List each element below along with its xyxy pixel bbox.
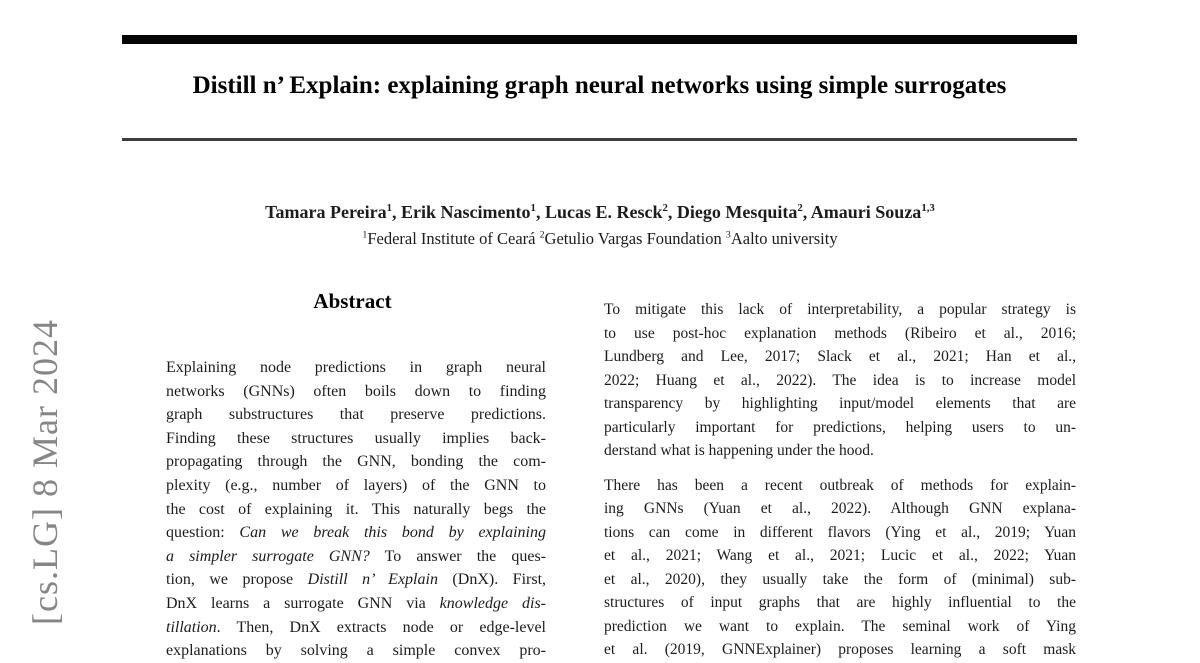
affiliation-name: Getulio Vargas Foundation bbox=[544, 229, 722, 248]
text-segment: et al. (2019, GNNExplainer) proposes learning a soft mask bbox=[604, 641, 1076, 658]
text-line bbox=[166, 450, 546, 474]
abstract-body bbox=[166, 356, 546, 663]
text-line bbox=[166, 498, 546, 522]
text-line bbox=[166, 380, 546, 404]
text-line bbox=[604, 568, 1076, 592]
text-segment: (DnX). First, bbox=[437, 571, 547, 589]
text-segment: et al., 2020), they usually take the form of (minimal) sub- bbox=[604, 570, 1076, 588]
top-thick-rule bbox=[122, 35, 1077, 44]
abstract-heading: Abstract bbox=[313, 289, 392, 313]
text-segment: particularly important for predictions, helping users to un- bbox=[604, 418, 1076, 436]
affiliation-name: Aalto university bbox=[730, 229, 838, 248]
text-segment: derstand what is happening under the hood. bbox=[604, 442, 874, 459]
text-line bbox=[604, 369, 1076, 393]
text-line bbox=[166, 639, 546, 663]
author-superscript: 1 bbox=[386, 202, 393, 214]
paragraph bbox=[604, 298, 1076, 463]
affiliation-superscript: 1 bbox=[362, 229, 368, 241]
text-segment: structures of input graphs that are highly influential to the bbox=[604, 594, 1076, 611]
text-line bbox=[166, 521, 546, 545]
text-segment: To mitigate this lack of interpretability, a popular strategy is bbox=[604, 301, 1076, 318]
text-segment: ing GNNs (Yuan et al., 2022). Although GNN explana- bbox=[604, 500, 1076, 517]
text-segment: the cost of explaining it. This naturally begs the bbox=[166, 500, 546, 518]
author-superscript: 2 bbox=[662, 202, 668, 214]
text-segment: To answer the ques- bbox=[369, 547, 546, 565]
text-segment: a simpler surrogate GNN? bbox=[166, 547, 370, 565]
text-segment: explanations by solving a simple convex pro- bbox=[166, 642, 546, 660]
text-segment: propagating through the GNN, bonding the com- bbox=[166, 453, 546, 471]
authors-line: Tamara Pereira$^1$, Erik Nascimento$^1$, Lucas E. Resck$^2$, Diego Mesquita$^2$, Amauri Souza$^{1,3}$ bbox=[265, 202, 935, 222]
text-line bbox=[166, 474, 546, 498]
right-column bbox=[604, 298, 1076, 662]
text-line bbox=[166, 427, 546, 451]
affiliation-superscript: 3 bbox=[725, 229, 731, 241]
text-line bbox=[604, 345, 1076, 369]
text-segment: Lundberg and Lee, 2017; Slack et al., 2021; Han et al., bbox=[604, 348, 1076, 365]
affiliation-name: Federal Institute of Ceará bbox=[367, 229, 536, 248]
text-line bbox=[166, 403, 546, 427]
text-segment: 2022; Huang et al., 2022). The idea is to increase model bbox=[604, 371, 1076, 389]
paragraph bbox=[604, 474, 1076, 662]
text-line bbox=[604, 544, 1076, 568]
text-segment: Can we break this bond by explaining bbox=[239, 524, 546, 542]
affiliation-superscript: 2 bbox=[539, 229, 545, 241]
author-superscript: 1 bbox=[530, 202, 536, 214]
author-name: Erik Nascimento bbox=[401, 202, 531, 222]
text-line bbox=[166, 616, 546, 640]
text-line bbox=[604, 474, 1076, 498]
text-line bbox=[604, 298, 1076, 322]
text-segment: prediction we want to explain. The seminal work of Ying bbox=[604, 617, 1076, 635]
text-segment: DnX learns a surrogate GNN via bbox=[166, 594, 440, 612]
title-thin-rule bbox=[122, 138, 1077, 141]
text-segment: to use post-hoc explanation methods (Ribeiro et al., 2016; bbox=[604, 324, 1076, 342]
text-segment: Explaining node predictions in graph neural bbox=[166, 359, 546, 376]
text-segment: graph substructures that preserve predictions. bbox=[166, 406, 546, 424]
text-segment: tillation bbox=[166, 618, 217, 636]
text-line bbox=[604, 638, 1076, 662]
text-line bbox=[166, 568, 546, 592]
text-line bbox=[166, 356, 546, 380]
text-line bbox=[166, 545, 546, 569]
text-line bbox=[604, 392, 1076, 416]
text-segment: Finding these structures usually implies back- bbox=[166, 429, 546, 447]
text-line bbox=[166, 592, 546, 616]
text-segment: networks (GNNs) often boils down to finding bbox=[166, 382, 546, 400]
text-segment: tions can come in different flavors (Ying et al., 2019; Yuan bbox=[604, 523, 1076, 541]
text-segment: Distill n’ Explain bbox=[307, 571, 438, 589]
author-superscript: 1,3 bbox=[921, 202, 935, 214]
text-segment: plexity (e.g., number of layers) of the GNN to bbox=[166, 476, 546, 494]
text-line bbox=[604, 322, 1076, 346]
author-name: Lucas E. Resck bbox=[544, 202, 663, 222]
text-segment: knowledge dis- bbox=[439, 594, 547, 612]
text-line bbox=[604, 439, 1076, 463]
text-segment: . Then, DnX extracts node or edge-level bbox=[216, 618, 546, 636]
arxiv-sidebar-stamp: [cs.LG] 8 Mar 2024 bbox=[25, 319, 65, 625]
author-name: Amauri Souza bbox=[810, 202, 922, 222]
text-segment: There has been a recent outbreak of methods for explain- bbox=[604, 476, 1076, 494]
paper-title: Distill n’ Explain: explaining graph neural networks using simple surrogates bbox=[192, 72, 1007, 99]
text-line bbox=[604, 521, 1076, 545]
text-segment: tion, we propose bbox=[166, 571, 308, 589]
text-segment: et al., 2021; Wang et al., 2021; Lucic et al., 2022; Yuan bbox=[604, 547, 1076, 564]
affiliations-line bbox=[0, 228, 1200, 249]
text-segment: transparency by highlighting input/model elements that are bbox=[604, 395, 1076, 412]
text-line bbox=[604, 615, 1076, 639]
text-line bbox=[604, 497, 1076, 521]
text-line bbox=[604, 591, 1076, 615]
author-name: Tamara Pereira bbox=[265, 202, 387, 222]
author-name: Diego Mesquita bbox=[676, 202, 798, 222]
text-segment: question: bbox=[166, 524, 240, 542]
text-line bbox=[604, 416, 1076, 440]
author-superscript: 2 bbox=[797, 202, 803, 214]
